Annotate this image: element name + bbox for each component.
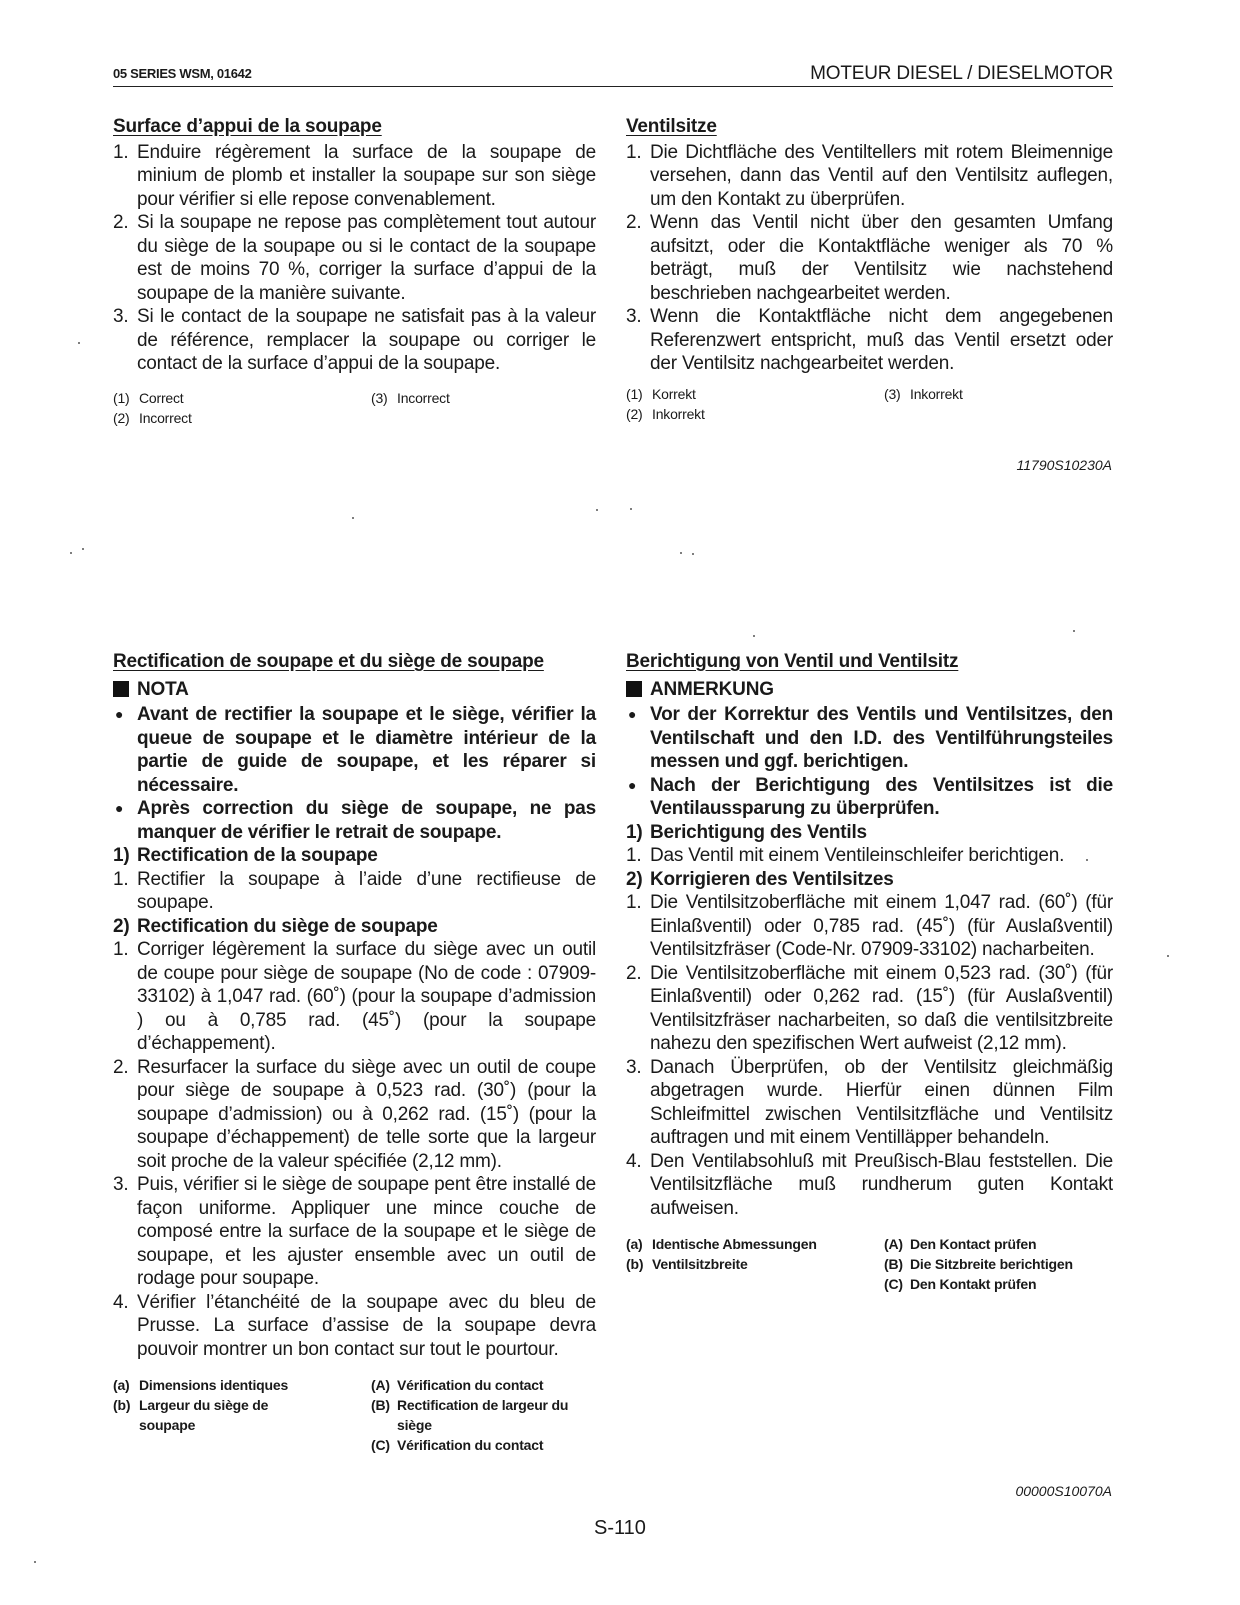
reference-code: 00000S10070A xyxy=(1015,1483,1112,1499)
scan-speck xyxy=(78,342,80,344)
subsection-heading: 2) Rectification du siège de soupape xyxy=(113,915,438,937)
section2-french xyxy=(113,650,596,1455)
section-title: Ventilsitze xyxy=(626,116,717,137)
step-list xyxy=(113,141,596,376)
note-heading: ANMERKUNG xyxy=(626,678,1113,702)
manual-code: 05 SERIES WSM, 01642 xyxy=(113,66,252,81)
step-list xyxy=(113,868,596,915)
scan-speck xyxy=(630,508,632,510)
chapter-title: MOTEUR DIESEL / DIESELMOTOR xyxy=(810,63,1113,84)
note-heading: NOTA xyxy=(113,678,596,702)
figure-legend: (1) Korrekt (3) Inkorrekt (2) Inkorrekt xyxy=(626,385,963,422)
step-item: 1. Die Ventilsitzoberfläche mit einem 1,047 rad. (60˚) (für Einlaßventil) oder 0,785 rad. (45˚) (für Auslaßventil) Ventilsitzfräser (Code-Nr. 07909-33102) nacharbeiten. xyxy=(626,892,1113,960)
step-item: 3. Si le contact de la soupape ne satisfait pas à la valeur de référence, remplacer la soupape ou corriger le contact de la surface d’appui de la soupape. xyxy=(113,306,596,374)
reference-code: 11790S10230A xyxy=(1016,457,1112,473)
step-item: 2. Resurfacer la surface du siège avec un outil de coupe pour siège de soupape à 0,523 rad. (30˚) (pour la soupape d’admission) ou à 0,262 rad. (15˚) (pour la soupape d’échappement) de telle sorte que la largeur soit proche de la valeur spécifiée (2,12 mm). xyxy=(113,1056,596,1172)
figure-legend: (1) Correct (3) Incorrect (2) Incorrect xyxy=(113,389,450,426)
scan-speck xyxy=(1073,630,1075,632)
subsection-heading: 2) Korrigieren des Ventilsitzes xyxy=(626,868,894,890)
section-title: Surface d’appui de la soupape xyxy=(113,116,382,137)
section1-german xyxy=(626,115,1113,424)
page-number: S-110 xyxy=(594,1517,646,1539)
note-list xyxy=(113,703,596,844)
step-list xyxy=(113,938,596,1361)
step-list xyxy=(626,891,1113,1220)
square-bullet-icon xyxy=(626,681,642,697)
section-title: Berichtigung von Ventil und Ventilsitz xyxy=(626,651,959,672)
step-item: 2. Si la soupape ne repose pas complètement tout autour du siège de la soupape ou si le contact de la soupape est de moins 70 %, corriger la surface d’appui de la soupape de la manière suivante. xyxy=(113,212,596,304)
scan-speck xyxy=(352,517,354,519)
scan-speck xyxy=(82,548,84,550)
scan-speck xyxy=(692,553,694,555)
section1-french xyxy=(113,115,596,428)
note-item: ● Vor der Korrektur des Ventils und Ventilsitzes, den Ventilschaft und den I.D. des Ventilführungsteiles messen und ggf. berichtigen. xyxy=(626,703,1113,774)
step-item: 2. Die Ventilsitzoberfläche mit einem 0,523 rad. (30˚) (für Einlaßventil) oder 0,262 rad. (15˚) (für Auslaßventil) Ventilsitzfräser nacharbeiten, so daß die ventilsitzbreite nahezu den spezifischen Wert aufweist (2,12 mm). xyxy=(626,962,1113,1054)
step-item: 1. Enduire régèrement la surface de la soupape de minium de plomb et installer la soupape sur son siège pour vérifier si elle repose convenablement. xyxy=(113,141,596,210)
note-list xyxy=(626,703,1113,821)
step-list xyxy=(626,844,1113,868)
scan-speck xyxy=(34,1561,36,1563)
step-item: 2. Wenn das Ventil nicht über den gesamten Umfang aufsitzt, oder die Kontaktfläche weniger als 70 % beträgt, muß der Ventilsitz wie nachstehend beschrieben nachgearbeitet werden. xyxy=(626,212,1113,304)
step-item: 3. Wenn die Kontaktfläche nicht dem angegebenen Referenzwert entspricht, muß das Ventil ersetzt oder der Ventilsitz nachgearbeitet werden. xyxy=(626,306,1113,374)
square-bullet-icon xyxy=(113,681,129,697)
scan-speck xyxy=(1167,955,1169,957)
step-item: 4. Den Ventilabsohluß mit Preußisch-Blau feststellen. Die Ventilsitzfläche muß rundherum guten Kontakt aufweisen. xyxy=(626,1150,1113,1219)
subsection-heading: 1) Rectification de la soupape xyxy=(113,845,378,866)
step-item: 3. Danach Überprüfen, ob der Ventilsitz gleichmäßig abgetragen wurde. Hierfür einen dünnen Film Schleifmittel zwischen Ventilsitzfläche und Ventilsitz auftragen und mit einem Ventilläpper behandeln. xyxy=(626,1056,1113,1148)
step-item: 4. Vérifier l’étanchéité de la soupape avec du bleu de Prusse. La surface d’assise de la soupape devra pouvoir montrer un bon contact sur tout le pourtour. xyxy=(113,1291,596,1360)
scan-speck xyxy=(70,552,72,554)
figure-legend: (a) Identische Abmessungen (A) Den Kontact prüfen (b) Ventilsitzbreite (B) Die Sitzbreite berichtigen (C) Den Kontakt prüfen xyxy=(626,1236,1073,1292)
section-title: Rectification de soupape et du siège de soupape xyxy=(113,651,544,672)
step-item: 1. Das Ventil mit einem Ventileinschleifer berichtigen. xyxy=(626,845,1065,866)
step-item: 1. Die Dichtfläche des Ventiltellers mit rotem Bleimennige versehen, dann das Ventil auf den Ventilsitz auflegen, um den Kontakt zu überprüfen. xyxy=(626,141,1113,210)
note-item: ● Après correction du siège de soupape, ne pas manquer de vérifier le retrait de soupape. xyxy=(113,797,596,844)
step-item: 1. Corriger légèrement la surface du siège avec un outil de coupe pour siège de soupape (No de code : 07909-33102) à 1,047 rad. (60˚) (pour la soupape d’admission ) ou à 0,785 rad. (45˚) (pour la soupape d’échappement). xyxy=(113,939,596,1054)
step-item: 3. Puis, vérifier si le siège de soupape pent être installé de façon uniforme. Appliquer une mince couche de composé entre la surface de la soupape et le siège de soupape, et les ajuster ensemble avec un outil de rodage pour soupape. xyxy=(113,1174,596,1289)
scan-speck xyxy=(680,552,682,554)
scan-speck xyxy=(753,635,755,637)
scan-speck xyxy=(1086,859,1088,861)
figure-legend: (a) Dimensions identiques (A) Vérification du contact (b) Largeur du siège de soupape (B) Rectification de largeur du siège (C) Vérification du contact xyxy=(113,1377,569,1453)
step-list xyxy=(626,141,1113,376)
section2-german xyxy=(626,650,1113,1294)
subsection-heading: 1) Berichtigung des Ventils xyxy=(626,821,867,843)
note-item: ● Avant de rectifier la soupape et le siège, vérifier la queue de soupape et le diamètre intérieur de la partie de guide de soupape, et les réparer si nécessaire. xyxy=(113,703,596,797)
header-rule xyxy=(113,86,1113,87)
step-item: 1. Rectifier la soupape à l’aide d’une rectifieuse de soupape. xyxy=(113,868,596,913)
scan-speck xyxy=(596,509,598,511)
note-item: ● Nach der Berichtigung des Ventilsitzes ist die Ventilaussparung zu überprüfen. xyxy=(626,774,1113,821)
